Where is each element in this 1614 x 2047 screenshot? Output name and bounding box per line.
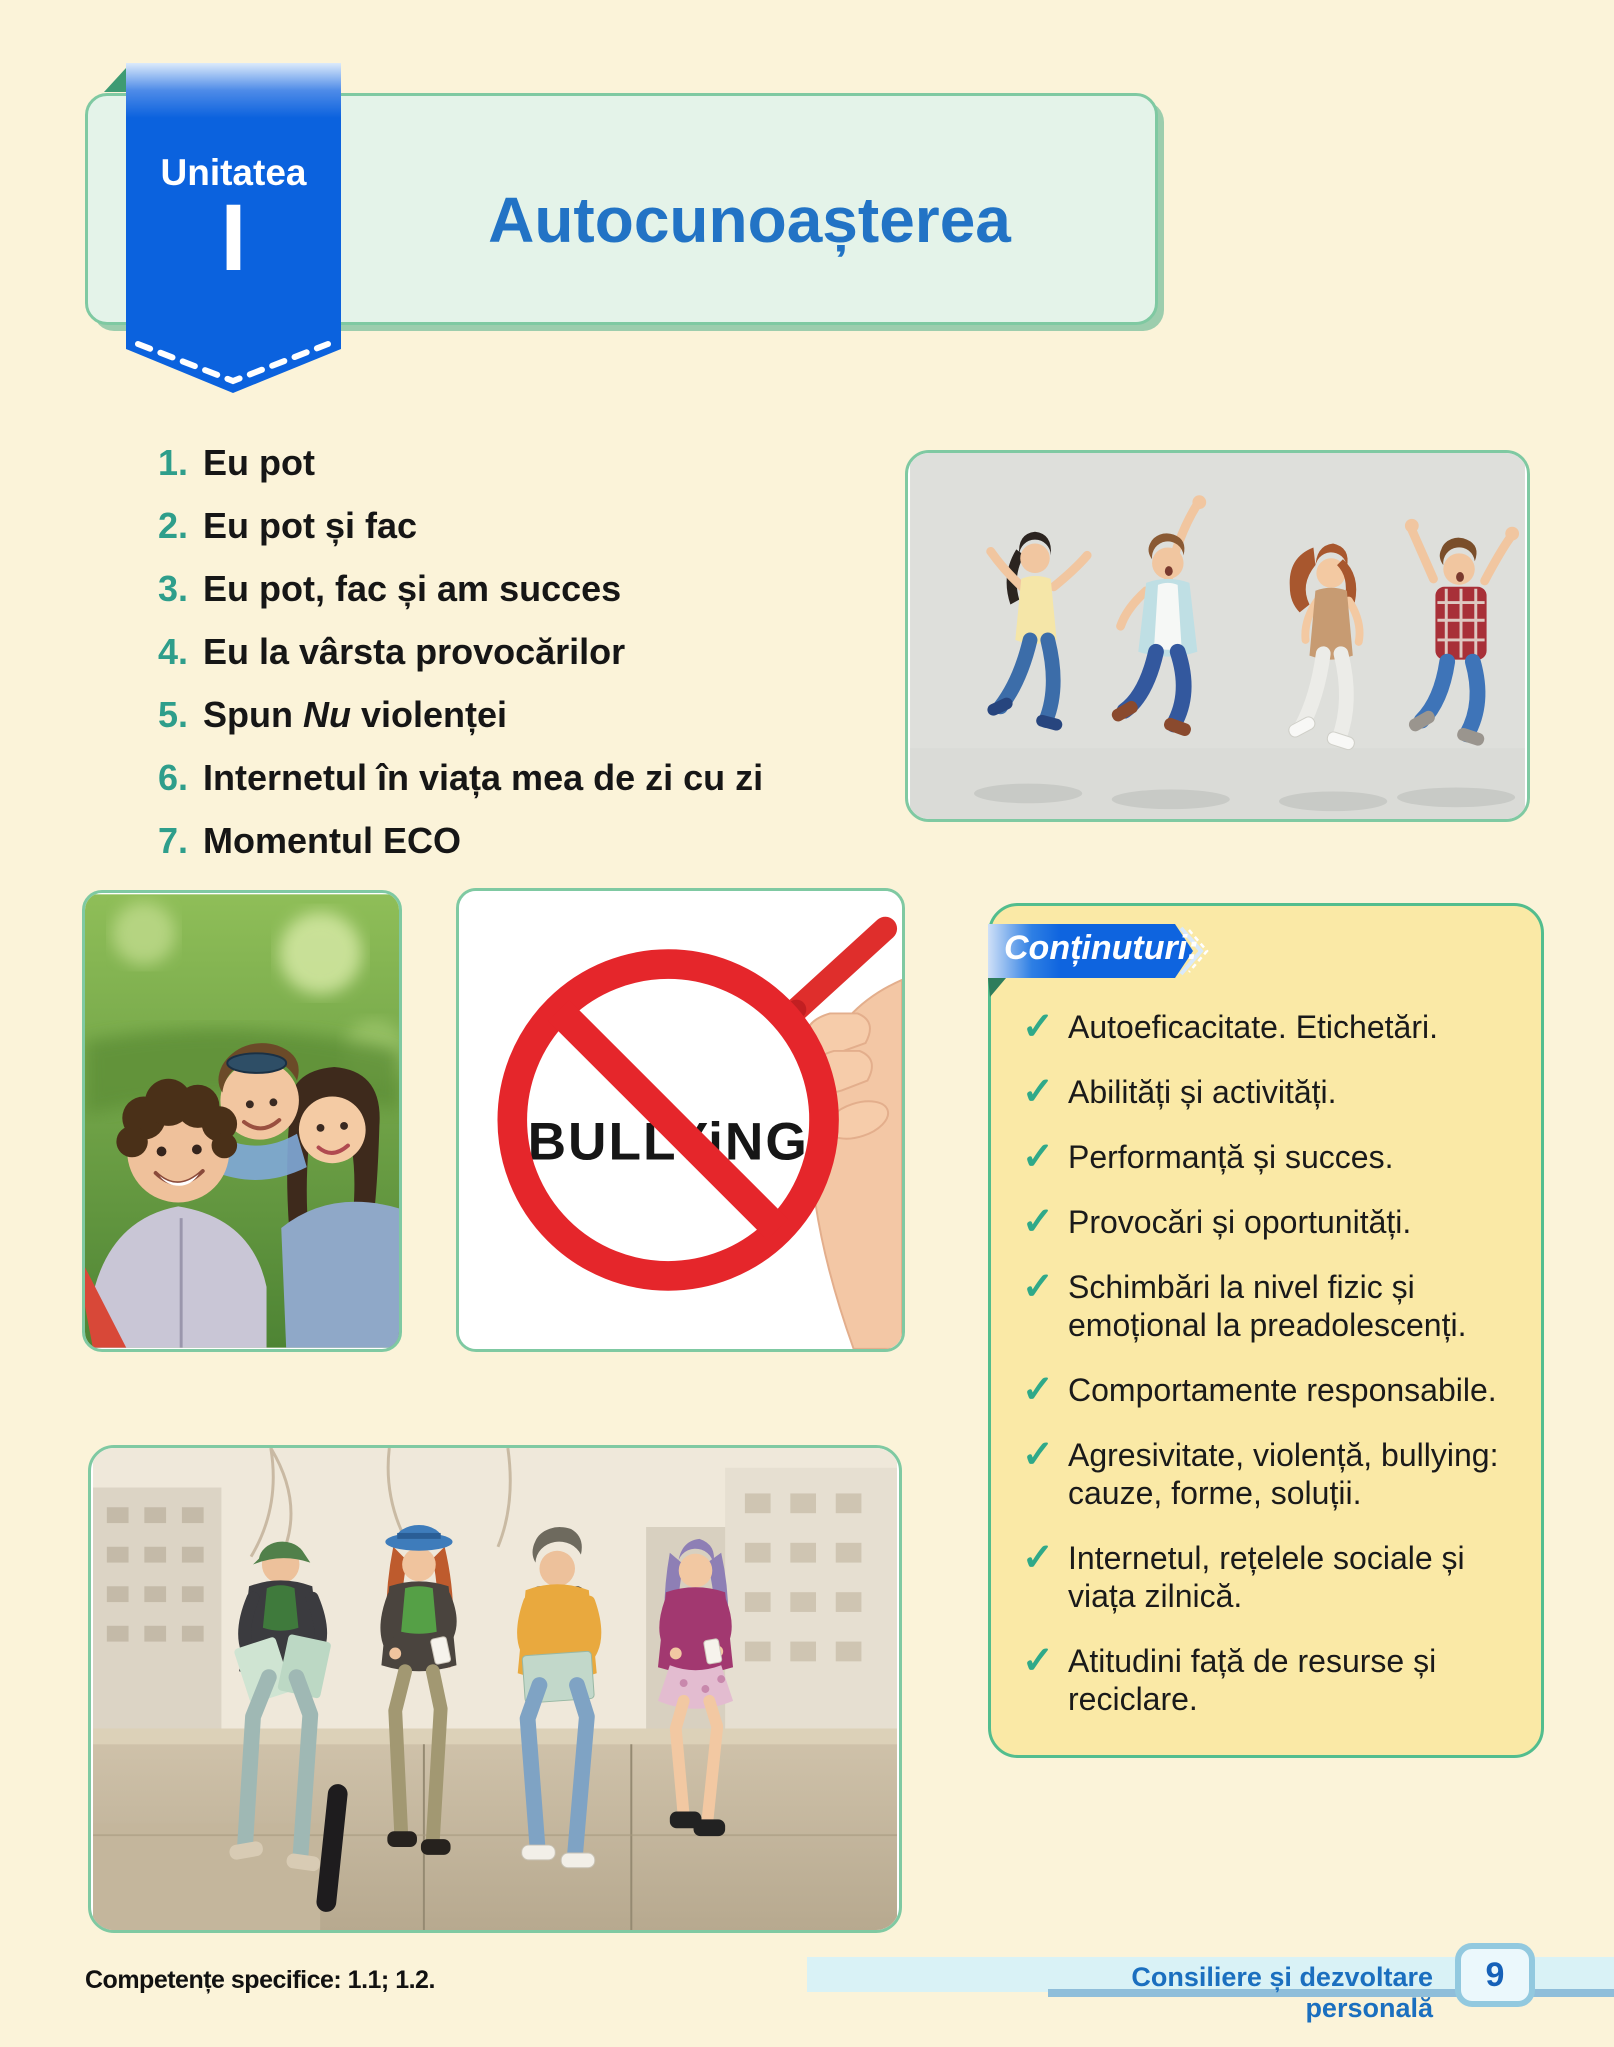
kids-selfie-photo (82, 890, 402, 1352)
topic-text: Eu pot, fac și am succes (203, 568, 622, 609)
contents-item-text: Abilități și activități. (1068, 1074, 1337, 1110)
check-icon: ✓ (1022, 1537, 1054, 1579)
topic-item (138, 757, 763, 799)
teens-on-wall-photo (88, 1445, 902, 1933)
topic-item (138, 505, 763, 547)
topic-item (138, 631, 763, 673)
contents-item (1022, 1073, 1514, 1111)
check-icon: ✓ (1022, 1071, 1054, 1113)
contents-item-text: Agresivitate, violență, bullying: cauze, forme, soluții. (1068, 1437, 1499, 1511)
topics-list (138, 442, 763, 883)
topic-item (138, 694, 763, 736)
check-icon: ✓ (1022, 1434, 1054, 1476)
contents-item-text: Comportamente responsabile. (1068, 1372, 1497, 1408)
check-icon: ✓ (1022, 1640, 1054, 1682)
contents-list (1022, 1008, 1514, 1745)
contents-item (1022, 1436, 1514, 1512)
footer-subject: Consiliere și dezvoltare personală (1131, 1962, 1433, 2023)
bullying-word: BULLYiNG (527, 1112, 809, 1172)
topic-number: 4. (157, 631, 188, 672)
contents-item-text: Performanță și succes. (1068, 1139, 1394, 1175)
check-icon: ✓ (1022, 1136, 1054, 1178)
page-number: 9 (1485, 1955, 1505, 1994)
contents-item (1022, 1268, 1514, 1344)
contents-item-text: Provocări și oportunități. (1068, 1204, 1412, 1240)
topic-text: Eu la vârsta provocărilor (203, 631, 626, 672)
footer-competencies: Competențe specifice: 1.1; 1.2. (85, 1966, 435, 1994)
contents-item (1022, 1008, 1514, 1046)
topic-text: Momentul ECO (203, 820, 461, 861)
topic-number: 7. (157, 820, 188, 861)
topic-text: Eu pot (203, 442, 315, 483)
contents-item-text: Autoeficacitate. Etichetări. (1068, 1009, 1438, 1045)
topic-number: 2. (157, 505, 188, 546)
contents-item (1022, 1539, 1514, 1615)
check-icon: ✓ (1022, 1006, 1054, 1048)
topic-item (138, 442, 763, 484)
page-title: Autocunoașterea (488, 184, 1011, 256)
topic-item (138, 820, 763, 862)
topic-item (138, 568, 763, 610)
topic-number: 5. (157, 694, 188, 735)
page-number-badge (1455, 1943, 1535, 2007)
contents-item-text: Atitudini față de resurse și reciclare. (1068, 1643, 1437, 1717)
contents-label: Conținuturi: (1004, 929, 1199, 967)
unit-number: I (220, 185, 247, 291)
topic-text: Spun Nu violenței (203, 694, 508, 735)
contents-item-text: Internetul, rețelele sociale și viața zilnică. (1068, 1540, 1465, 1614)
ribbon-fold-icon (104, 68, 126, 92)
contents-item (1022, 1371, 1514, 1409)
jumping-teens-photo (905, 450, 1530, 822)
topic-text: Internetul în viața mea de zi cu zi (203, 757, 764, 798)
contents-item (1022, 1203, 1514, 1241)
ribbon-fold-icon (988, 978, 1006, 997)
topic-text-italic: Nu (302, 694, 351, 735)
topic-number: 3. (157, 568, 188, 609)
check-icon: ✓ (1022, 1369, 1054, 1411)
contents-item (1022, 1642, 1514, 1718)
unit-label: Unitatea (160, 152, 307, 193)
contents-item-text: Schimbări la nivel fizic și emoțional la preadolescenți. (1068, 1269, 1467, 1343)
check-icon: ✓ (1022, 1201, 1054, 1243)
topic-number: 6. (157, 757, 188, 798)
contents-item (1022, 1138, 1514, 1176)
check-icon: ✓ (1022, 1266, 1054, 1308)
concrete-wall (93, 1729, 897, 1930)
topic-text: Eu pot și fac (203, 505, 418, 546)
no-bullying-photo (456, 888, 905, 1352)
topic-number: 1. (157, 442, 188, 483)
